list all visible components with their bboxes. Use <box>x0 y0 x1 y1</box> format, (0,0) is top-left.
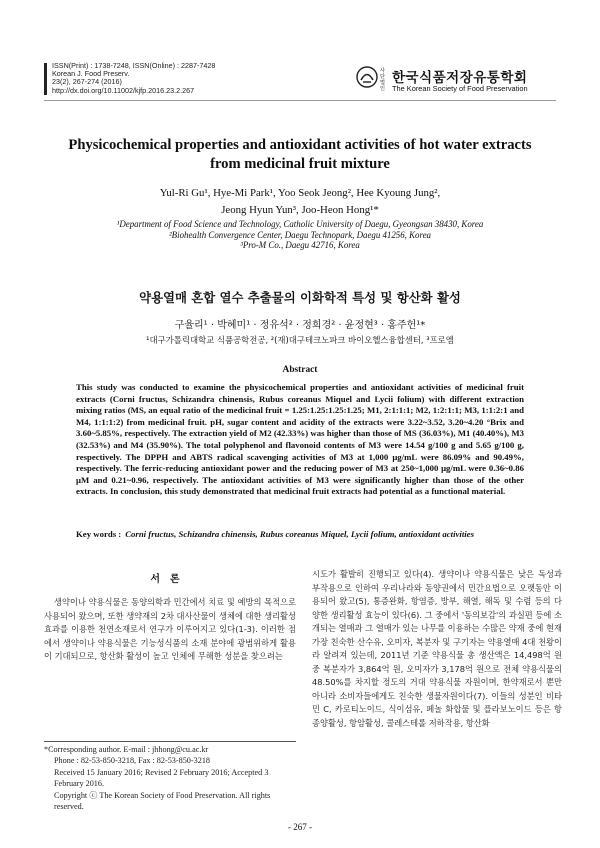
paper-title: Physicochemical properties and antioxidant activities of hot water extracts from medicinal fruit mixture <box>68 137 532 172</box>
journal-line: Korean J. Food Preserv. <box>52 69 130 79</box>
abstract-text: This study was conducted to examine the physicochemical properties and antioxidant activities of medicinal fruit extracts (Corni fructus, Schizandra chinensis, Rubus coreanus Miquel and Lycii folium) with different extraction mixing ratios (MS, an equal ratio of the medicinal fruit = 1.25:1.25:1.25:1.25; M1, 2:1:1:1; M2, 1:2:1:1; M3, 1:1:2:1 and M4, 1:1:1:2) from medicinal fruit. pH, sugar content and acidity of the extracts were 3.22~3.52, 3.20~4.20 °Brix and 3.60~5.85%, respectively. The extraction yield of M2 (42.33%) was higher than those of MS (36.03%), M1 (40.40%), M3 (32.53%) and M4 (35.90%). The total polyphenol and flavonoid contents of M3 were 14.54 g/100 g and 5.65 g/100 g, respectively. The DPPH and ABTS radical scavenging activities of M3 at 1,000 μg/mL were 86.09% and 90.49%, respectively. The ferric-reducing antioxidant power and the reducing power of M3 at 250~1,000 μg/mL were 0.36~0.86 μM and 0.21~0.96, respectively. The antioxidant activities of M3 were significantly higher than those of the other extracts. In conclusion, this study demonstrated that medicinal fruit extracts had potential as a functional material. <box>76 382 524 497</box>
corresponding-author: *Corresponding author. E-mail : jhhong@cu.ac.kr <box>44 745 209 754</box>
header-accent-bar <box>44 63 47 95</box>
contact-phone: Phone : 82-53-850-3218, Fax : 82-53-850-3218 <box>54 756 211 766</box>
keywords <box>76 529 524 539</box>
section-heading-introduction: 서론 <box>150 574 190 585</box>
intro-paragraph-continued: 시도가 활발히 진행되고 있다(4). 생약이나 약용식물은 낮은 독성과 부작용으로 인하여 우리나라와 동양권에서 민간요법으로 오랫동안 이용되어 왔고(5), 통증완화, 항염증, 방부, 해열, 해독 및 수렴 등의 다양한 생리활성 효능이 있다(6). 그 중에서 '동의보감'의 과실편 등에 소개되는 열매과 그 열매가 있는 나무를 이용하는 수많은 약재 중에 현재 가장 친숙한 산수유, 오미자, 복분자 및 구기자는 약용열매 4대 천왕이라 알려져 있는데, 2011년 기준 약용식물 총 생산액은 14,498억 원 중 복분자가 3,864억 원, 오미자가 3,178억 원으로 전체 약용식물의 48.50%를 차지할 정도의 거대 약용식물 자원이며, 한약재로서 뿐만 아니라 소비자들에게도 친숙한 생물자원이다(7). 이들의 성분인 비타민 C, 카로티노이드, 식이섬유, 페놀 화합물 및 플라보노이드 등은 항종양활성, 항암활성, 콜레스테롤 저하작용, 항산화 <box>312 569 562 729</box>
author-line-2: Jeong Hyun Yun³, Joo-Heon Hong¹* <box>221 204 379 216</box>
footnote-divider <box>44 741 296 742</box>
society-name-english: The Korean Society of Food Preservation <box>392 84 528 93</box>
issn-line: ISSN(Print) : 1738-7248, ISSN(Online) : 2287-7428 <box>52 61 216 70</box>
intro-paragraph-1: 생약이나 약용식물은 동양의학과 민간에서 치료 및 예방의 목적으로 사용되어 왔으며, 또한 생약재의 2차 대사산물이 생체에 대한 생리활성 효과를 이용한 천연소재로서 연구가 이루어지고 있다(1-3). 이러한 점에서 생약이나 약용식물은 기능성식품의 소재 분야에 광범위하게 활용이 기대되므로, 항산화 활성이 높고 인체에 무해한 성분을 찾으려는 <box>44 597 296 662</box>
received-dates: Received 15 January 2016; Revised 2 February 2016; Accepted 3 February 2016. <box>54 767 269 789</box>
right-column <box>312 568 562 731</box>
footnote <box>44 744 296 812</box>
author-line-1: Yul-Ri Gu¹, Hye-Mi Park¹, Yoo Seok Jeong², Hee Kyoung Jung², <box>159 187 441 199</box>
journal-info <box>52 62 215 95</box>
doi-link[interactable]: http://dx.doi.org/10.11002/kjfp.2016.23.2.267 <box>52 85 195 95</box>
volume-line: 23(2), 267-274 (2016) <box>52 77 122 87</box>
header-divider <box>44 100 556 101</box>
affiliation-3: ³Pro-M Co., Daegu 42716, Korea <box>240 240 360 250</box>
society-logo-icon <box>356 66 378 88</box>
keywords-text: Corni fructus, Schizandra chinensis, Rubus coreanus Miquel, Lycii folium, antioxidant activities <box>125 529 474 539</box>
korean-title: 약용열매 혼합 열수 추출물의 이화학적 특성 및 항산화 활성 <box>139 290 461 305</box>
left-column <box>44 596 296 664</box>
copyright-notice: Copyright ⓒ The Korean Society of Food Preservation. All rights reserved. <box>54 790 271 812</box>
society-name-korean: 한국식품저장유통학회 <box>392 70 528 86</box>
affiliations <box>60 219 540 251</box>
affiliation-1: ¹Department of Food Science and Technology, Catholic University of Daegu, Gyeongsan 38430, Korea <box>116 219 484 229</box>
society-prefix: 사단법인 <box>380 68 386 92</box>
korean-affiliations: ¹대구가톨릭대학교 식품공학전공, ²(재)대구테크노파크 바이오헬스융합센터, ³프로엠 <box>146 335 454 345</box>
abstract-heading: Abstract <box>282 365 318 375</box>
page-number: - 267 - <box>288 822 312 832</box>
society-logo-block <box>352 64 552 94</box>
author-list <box>60 185 540 219</box>
keywords-label: Key words : <box>76 529 122 539</box>
korean-author-list: 구율리¹ · 박혜미¹ · 정유석² · 정희경² · 윤정현³ · 홍주헌¹* <box>174 320 426 331</box>
affiliation-2: ²Biohealth Convergence Center, Daegu Technopark, Daegu 41256, Korea <box>169 229 431 240</box>
